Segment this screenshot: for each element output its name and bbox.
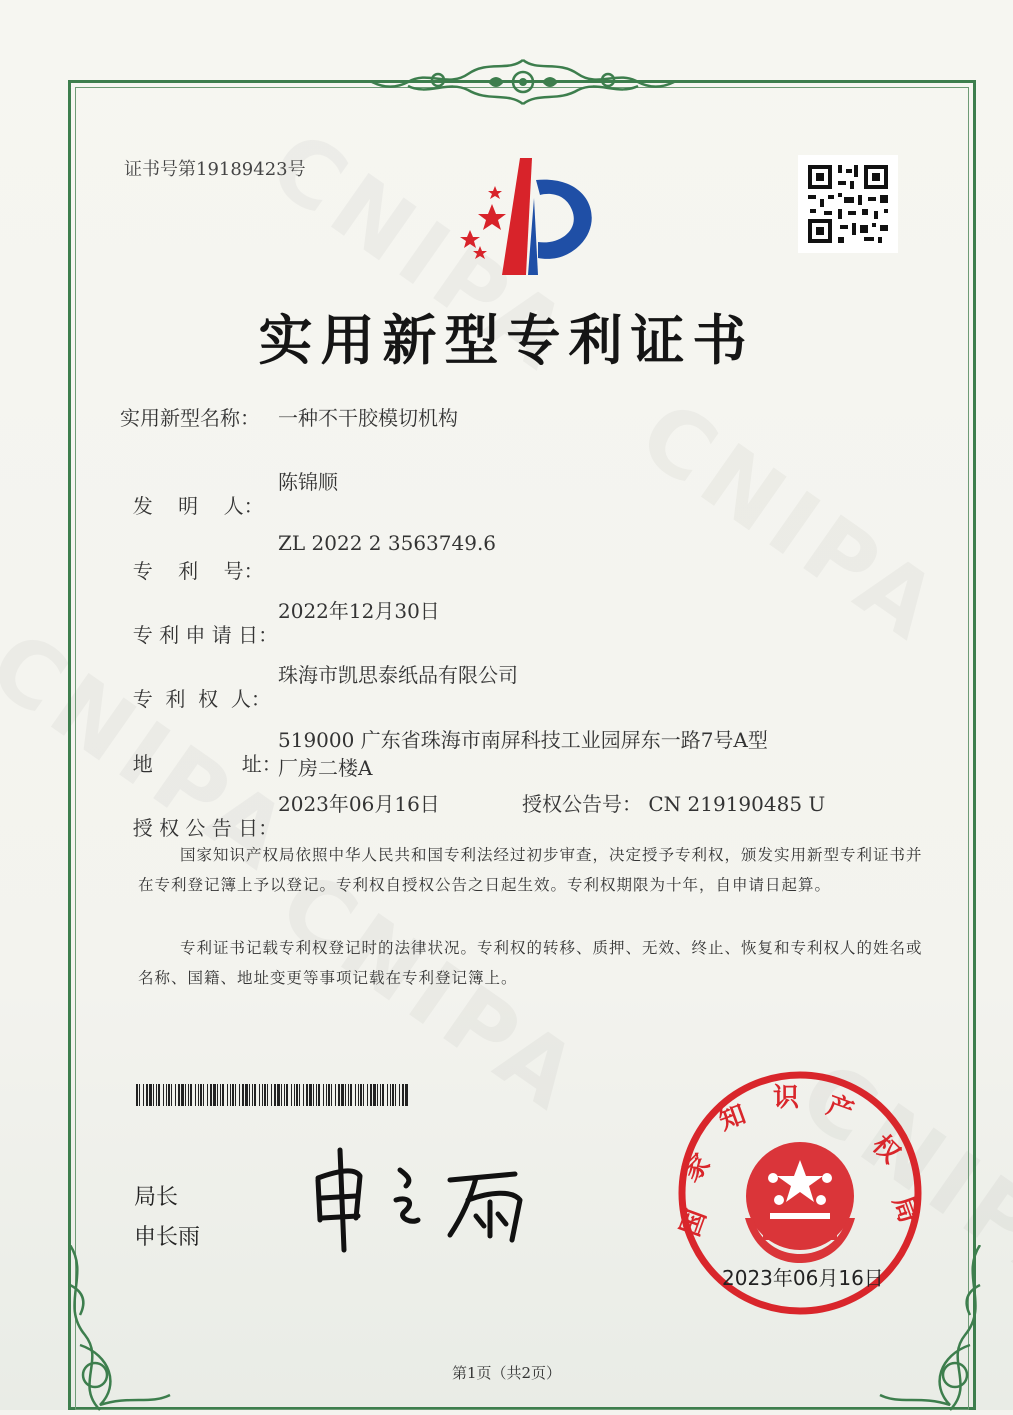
- bottom-left-ornament-icon: [60, 1245, 190, 1415]
- legal-paragraph-2: 专利证书记载专利权登记时的法律状况。专利权的转移、质押、无效、终止、恢复和专利权人的姓名或名称、国籍、地址变更等事项记载在专利登记簿上。: [138, 939, 923, 987]
- director-name: 申长雨: [134, 1225, 201, 1250]
- address-label: 地 址：: [132, 752, 282, 776]
- address-value-line1: 519000 广东省珠海市南屏科技工业园屏东一路7号A型: [278, 728, 768, 752]
- barcode-icon: [136, 1084, 410, 1106]
- qr-code-icon: [798, 155, 898, 253]
- legal-paragraph-1: 国家知识产权局依照中华人民共和国专利法经过初步审查，决定授予专利权，颁发实用新型专利证书并在专利登记簿上予以登记。专利权自授权公告之日起生效。专利权期限为十年，自申请日起算。: [138, 846, 923, 894]
- svg-text:家: 家: [676, 1148, 717, 1188]
- patentee-value: 珠海市凯思泰纸品有限公司: [278, 663, 518, 687]
- top-ornament-icon: [368, 52, 678, 112]
- cnipa-logo-icon: [440, 150, 610, 280]
- seal-date: 2023年06月16日: [722, 1266, 884, 1290]
- director-title: 局长: [134, 1185, 179, 1210]
- page-number: 第1页（共2页）: [451, 1364, 562, 1382]
- grant-number-row: [522, 788, 825, 817]
- certificate-title: 实用新型专利证书: [258, 309, 755, 372]
- svg-text:权: 权: [866, 1129, 906, 1170]
- svg-text:产: 产: [822, 1090, 858, 1128]
- patentee-label: 专 利 权 人：: [132, 687, 271, 711]
- filing-date-label: 专 利 申 请 日：: [132, 623, 279, 647]
- utility-model-name-row: [120, 402, 458, 431]
- utility-model-name-value: 一种不干胶模切机构: [278, 406, 458, 430]
- director-signature-icon: [300, 1140, 560, 1260]
- address-value-line2: 厂房二楼A: [278, 756, 373, 780]
- grant-date-value: 2023年06月16日: [278, 792, 440, 816]
- grant-number-label: 授权公告号：: [522, 792, 642, 816]
- inventor-value: 陈锦顺: [278, 470, 338, 494]
- grant-date-label: 授 权 公 告 日：: [132, 816, 279, 840]
- svg-text:知: 知: [715, 1099, 750, 1137]
- certificate-number: 证书号第19189423号: [124, 159, 306, 180]
- utility-model-name-label: 实用新型名称：: [120, 406, 260, 430]
- svg-text:识: 识: [773, 1083, 800, 1113]
- grant-number-value: CN 219190485 U: [648, 792, 826, 816]
- filing-date-value: 2022年12月30日: [278, 599, 440, 623]
- patent-number-label: 专 利 号：: [132, 559, 264, 583]
- svg-text:局: 局: [886, 1192, 924, 1227]
- svg-text:国: 国: [675, 1205, 713, 1241]
- patent-number-value: ZL 2022 2 3563749.6: [278, 531, 497, 555]
- inventor-label: 发 明 人：: [132, 494, 264, 518]
